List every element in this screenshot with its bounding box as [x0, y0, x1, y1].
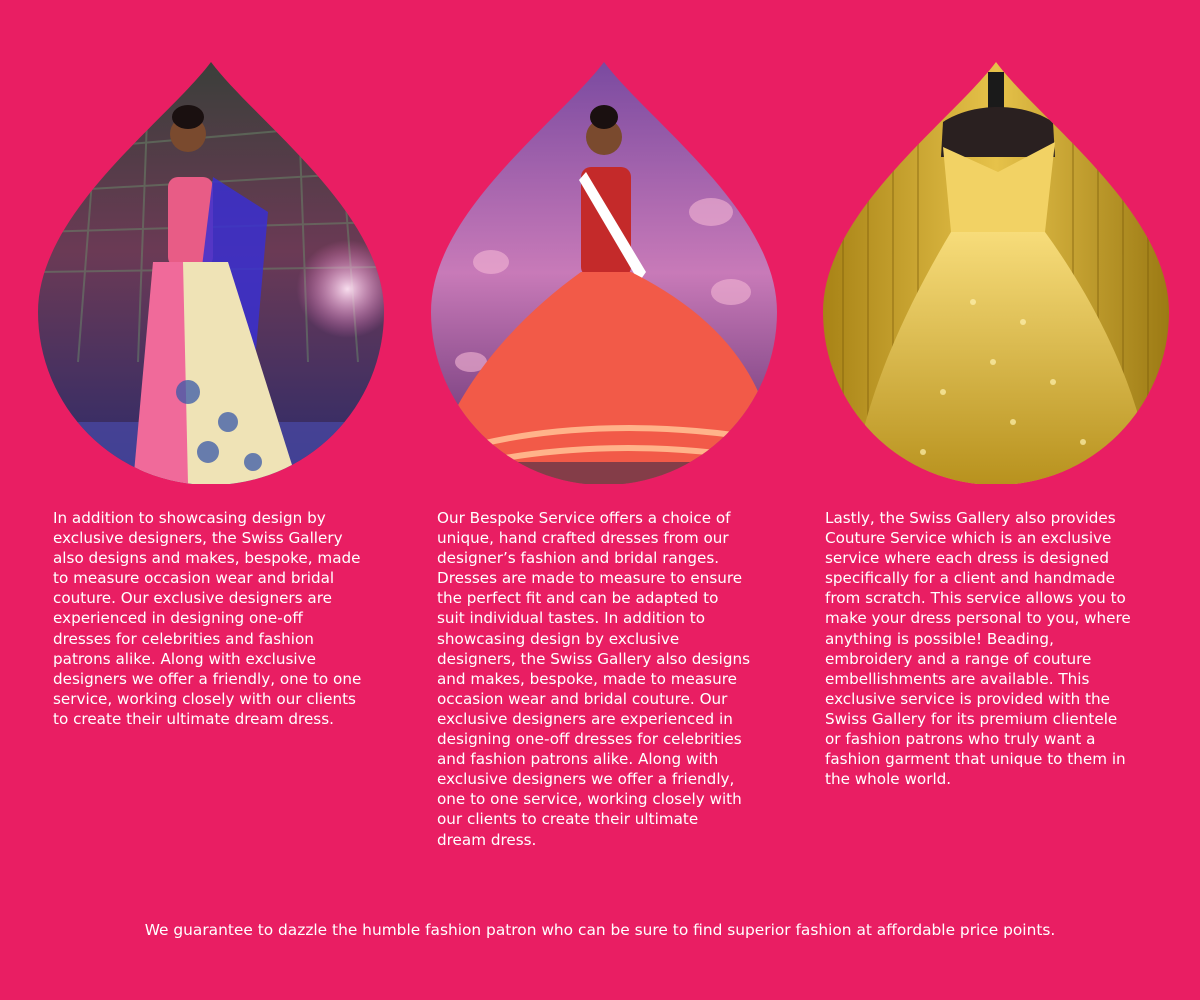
lehenga-model-image — [38, 62, 384, 484]
lehenga-model-illustration — [38, 62, 384, 484]
gold-gown-illustration — [823, 62, 1169, 484]
column-text-bespoke-service: Our Bespoke Service offers a choice of unique, hand crafted dresses from our designer’s fashion and bridal ranges. Dresses are made to measure to ensure the perfect fit and can be adapted to suit individual tastes. In addition to showcasing design by exclusive designers, the Swiss Gallery also designs and makes, bespoke, made to measure occasion wear and bridal couture. Our exclusive designers are experienced in designing one-off dresses for celebrities and fashion patrons alike. Along with exclusive designers we offer a friendly, one to one service, working closely with our clients to create their ultimate dream dress. — [437, 509, 750, 849]
column-text-couture-service: Lastly, the Swiss Gallery also provides Couture Service which is an exclusive service where each dress is designed specifically for a client and handmade from scratch. This service allows you to make your dress personal to you, where anything is possible! Beading, embroidery and a range of couture embellishments are available. This exclusive service is provided with the Swiss Gallery for its premium clientele or fashion patrons who truly want a fashion garment that unique to them in the whole world. — [825, 509, 1131, 789]
red-gown-model-illustration — [431, 62, 777, 484]
footer-tagline: We guarantee to dazzle the humble fashion patron who can be sure to find superior fashion at affordable price points. — [144, 921, 1056, 939]
column-text-designers: In addition to showcasing design by exclusive designers, the Swiss Gallery also designs and makes, bespoke, made to measure occasion wear and bridal couture. Our exclusive designers are experienced in designing one-off dresses for celebrities and fashion patrons alike. Along with exclusive designers we offer a friendly, one to one service, working closely with our clients to create their ultimate dream dress. — [53, 509, 362, 728]
red-gown-model-image — [431, 62, 777, 484]
gold-gown-image — [823, 62, 1169, 484]
